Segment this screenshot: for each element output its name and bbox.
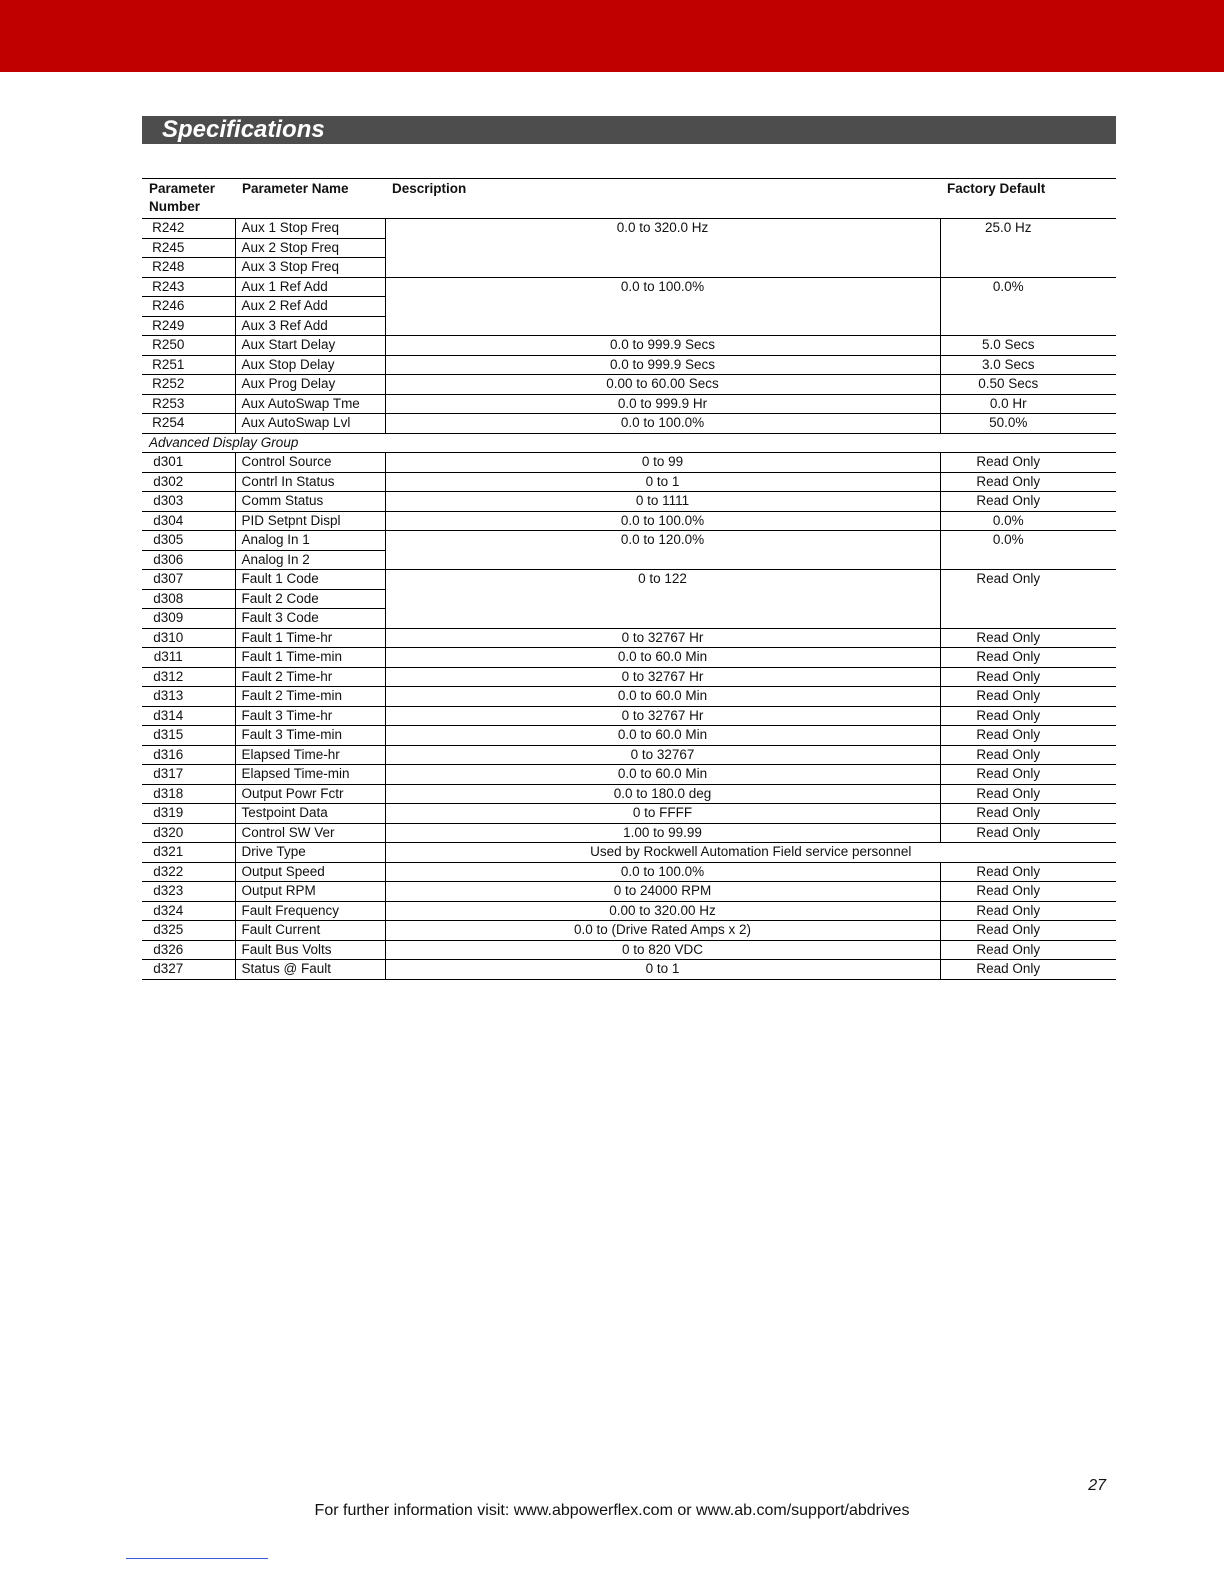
parameter-number: d304	[142, 511, 235, 531]
parameter-name: Aux 1 Ref Add	[235, 277, 385, 297]
table-row	[142, 804, 1116, 824]
parameter-number: R252	[142, 375, 235, 395]
parameter-name: Fault 2 Code	[235, 589, 385, 609]
parameter-name: Aux AutoSwap Lvl	[235, 414, 385, 434]
parameter-name: Fault 3 Code	[235, 609, 385, 629]
parameter-name: Testpoint Data	[235, 804, 385, 824]
factory-default-cell: 50.0%	[940, 414, 1116, 434]
parameter-number: d318	[142, 784, 235, 804]
description-cell: 0.0 to 60.0 Min	[385, 687, 940, 707]
description-cell: 0.00 to 320.00 Hz	[385, 901, 940, 921]
factory-default-cell: Read Only	[940, 960, 1116, 980]
parameter-number: d327	[142, 960, 235, 980]
description-cell: 0 to 1111	[385, 492, 940, 512]
parameter-number: d303	[142, 492, 235, 512]
factory-default-cell: 3.0 Secs	[940, 355, 1116, 375]
parameter-number: d313	[142, 687, 235, 707]
header-factory-default: Factory Default	[940, 179, 1116, 219]
parameter-number: R251	[142, 355, 235, 375]
description-cell: 0 to 24000 RPM	[385, 882, 940, 902]
parameter-number: R243	[142, 277, 235, 297]
description-cell: 0 to 32767 Hr	[385, 667, 940, 687]
table-row	[142, 706, 1116, 726]
description-cell: 0.0 to 320.0 Hz	[385, 219, 940, 278]
table-row	[142, 843, 1116, 863]
description-cell: 0 to 32767	[385, 745, 940, 765]
description-cell: 0.0 to 999.9 Secs	[385, 355, 940, 375]
parameter-name: Analog In 1	[235, 531, 385, 551]
table-row	[142, 375, 1116, 395]
parameter-number: R254	[142, 414, 235, 434]
description-cell: 0.0 to 100.0%	[385, 414, 940, 434]
factory-default-cell: Read Only	[940, 667, 1116, 687]
parameter-number: d309	[142, 609, 235, 629]
parameter-name: Drive Type	[235, 843, 385, 863]
parameter-name: Fault Current	[235, 921, 385, 941]
table-row	[142, 453, 1116, 473]
factory-default-cell: Read Only	[940, 804, 1116, 824]
table-row	[142, 394, 1116, 414]
factory-default-cell: 0.0 Hr	[940, 394, 1116, 414]
factory-default-cell: Read Only	[940, 706, 1116, 726]
parameter-number: d320	[142, 823, 235, 843]
description-cell: 0.0 to 100.0%	[385, 862, 940, 882]
factory-default-cell: Read Only	[940, 862, 1116, 882]
parameter-name: Comm Status	[235, 492, 385, 512]
parameter-name: Status @ Fault	[235, 960, 385, 980]
description-cell: 0.0 to 60.0 Min	[385, 648, 940, 668]
parameter-number: d312	[142, 667, 235, 687]
description-cell: 0 to 122	[385, 570, 940, 629]
table-row	[142, 531, 1116, 551]
table-row	[142, 511, 1116, 531]
table-row	[142, 648, 1116, 668]
parameter-number: d321	[142, 843, 235, 863]
description-cell: Used by Rockwell Automation Field service personnel	[385, 843, 1116, 863]
factory-default-cell: Read Only	[940, 784, 1116, 804]
description-cell: 1.00 to 99.99	[385, 823, 940, 843]
table-body	[142, 219, 1116, 980]
parameter-name: Fault 3 Time-hr	[235, 706, 385, 726]
factory-default-cell: 0.0%	[940, 531, 1116, 570]
parameter-name: Aux 3 Ref Add	[235, 316, 385, 336]
parameter-number: R250	[142, 336, 235, 356]
parameter-name: Aux 2 Stop Freq	[235, 238, 385, 258]
parameter-name: Elapsed Time-hr	[235, 745, 385, 765]
parameter-name: Output Speed	[235, 862, 385, 882]
table-row	[142, 628, 1116, 648]
description-cell: 0.0 to 999.9 Secs	[385, 336, 940, 356]
description-cell: 0 to 1	[385, 960, 940, 980]
table-row	[142, 940, 1116, 960]
parameter-number: d315	[142, 726, 235, 746]
parameter-name: Aux AutoSwap Tme	[235, 394, 385, 414]
parameter-number: R242	[142, 219, 235, 239]
parameter-name: Aux 1 Stop Freq	[235, 219, 385, 239]
description-cell: 0 to 820 VDC	[385, 940, 940, 960]
parameter-number: d308	[142, 589, 235, 609]
parameter-number: d316	[142, 745, 235, 765]
parameter-number: d302	[142, 472, 235, 492]
parameter-name: Contrl In Status	[235, 472, 385, 492]
header-parameter-name: Parameter Name	[235, 179, 385, 219]
table-row	[142, 921, 1116, 941]
group-label: Advanced Display Group	[142, 433, 1116, 453]
factory-default-cell: Read Only	[940, 921, 1116, 941]
description-cell: 0.0 to 60.0 Min	[385, 726, 940, 746]
factory-default-cell: Read Only	[940, 745, 1116, 765]
table-row	[142, 901, 1116, 921]
parameter-number: R253	[142, 394, 235, 414]
description-cell: 0.0 to 120.0%	[385, 531, 940, 570]
table-row	[142, 726, 1116, 746]
parameter-name: Fault Frequency	[235, 901, 385, 921]
header-parameter-number: Parameter Number	[142, 179, 235, 219]
description-cell: 0 to 1	[385, 472, 940, 492]
table-row	[142, 492, 1116, 512]
parameter-name: Aux Start Delay	[235, 336, 385, 356]
parameter-name: Fault Bus Volts	[235, 940, 385, 960]
parameter-number: d319	[142, 804, 235, 824]
description-cell: 0.0 to 999.9 Hr	[385, 394, 940, 414]
header-band	[0, 0, 1224, 72]
table-row	[142, 570, 1116, 590]
factory-default-cell: Read Only	[940, 726, 1116, 746]
header-description: Description	[385, 179, 940, 219]
parameter-name: Fault 2 Time-hr	[235, 667, 385, 687]
parameter-number: d326	[142, 940, 235, 960]
factory-default-cell: Read Only	[940, 628, 1116, 648]
factory-default-cell: 0.0%	[940, 277, 1116, 336]
description-cell: 0.0 to 60.0 Min	[385, 765, 940, 785]
description-cell: 0.0 to 100.0%	[385, 511, 940, 531]
parameter-name: Elapsed Time-min	[235, 765, 385, 785]
parameter-number: d301	[142, 453, 235, 473]
group-row	[142, 433, 1116, 453]
factory-default-cell: Read Only	[940, 648, 1116, 668]
parameter-name: Fault 1 Code	[235, 570, 385, 590]
factory-default-cell: Read Only	[940, 570, 1116, 629]
specifications-table	[142, 178, 1116, 980]
parameter-name: Aux 3 Stop Freq	[235, 258, 385, 278]
factory-default-cell: Read Only	[940, 765, 1116, 785]
table-row	[142, 960, 1116, 980]
description-cell: 0 to FFFF	[385, 804, 940, 824]
table-row	[142, 882, 1116, 902]
factory-default-cell: Read Only	[940, 453, 1116, 473]
parameter-name: Aux 2 Ref Add	[235, 297, 385, 317]
table-row	[142, 277, 1116, 297]
parameter-number: d325	[142, 921, 235, 941]
table-row	[142, 765, 1116, 785]
factory-default-cell: Read Only	[940, 882, 1116, 902]
description-cell: 0.0 to (Drive Rated Amps x 2)	[385, 921, 940, 941]
table-row	[142, 219, 1116, 239]
description-cell: 0.00 to 60.00 Secs	[385, 375, 940, 395]
factory-default-cell: Read Only	[940, 901, 1116, 921]
factory-default-cell: Read Only	[940, 472, 1116, 492]
parameter-name: Analog In 2	[235, 550, 385, 570]
parameter-number: d307	[142, 570, 235, 590]
factory-default-cell: Read Only	[940, 492, 1116, 512]
table-row	[142, 823, 1116, 843]
table-row	[142, 414, 1116, 434]
parameter-name: Aux Stop Delay	[235, 355, 385, 375]
parameter-number: R249	[142, 316, 235, 336]
page-number: 27	[1088, 1477, 1106, 1494]
description-cell: 0.0 to 100.0%	[385, 277, 940, 336]
parameter-name: Output Powr Fctr	[235, 784, 385, 804]
parameter-name: Control Source	[235, 453, 385, 473]
footer-text: For further information visit: www.abpowerflex.com or www.ab.com/support/abdrives	[314, 1502, 910, 1519]
parameter-name: Fault 1 Time-hr	[235, 628, 385, 648]
parameter-name: Aux Prog Delay	[235, 375, 385, 395]
parameter-number: d317	[142, 765, 235, 785]
factory-default-cell: Read Only	[940, 687, 1116, 707]
footer-rule	[126, 1558, 268, 1559]
description-cell: 0 to 32767 Hr	[385, 706, 940, 726]
factory-default-cell: 0.0%	[940, 511, 1116, 531]
factory-default-cell: Read Only	[940, 940, 1116, 960]
table-row	[142, 784, 1116, 804]
description-cell: 0 to 99	[385, 453, 940, 473]
table-row	[142, 472, 1116, 492]
factory-default-cell: 0.50 Secs	[940, 375, 1116, 395]
table-row	[142, 355, 1116, 375]
table-row	[142, 687, 1116, 707]
description-cell: 0 to 32767 Hr	[385, 628, 940, 648]
factory-default-cell: 25.0 Hz	[940, 219, 1116, 278]
table-header-row	[142, 179, 1116, 219]
parameter-name: PID Setpnt Displ	[235, 511, 385, 531]
table-row	[142, 745, 1116, 765]
parameter-name: Fault 3 Time-min	[235, 726, 385, 746]
factory-default-cell: 5.0 Secs	[940, 336, 1116, 356]
description-cell: 0.0 to 180.0 deg	[385, 784, 940, 804]
parameter-number: d311	[142, 648, 235, 668]
parameter-name: Output RPM	[235, 882, 385, 902]
factory-default-cell: Read Only	[940, 823, 1116, 843]
parameter-number: d306	[142, 550, 235, 570]
parameter-number: d323	[142, 882, 235, 902]
parameter-name: Control SW Ver	[235, 823, 385, 843]
parameter-name: Fault 2 Time-min	[235, 687, 385, 707]
section-title: Specifications	[142, 116, 1116, 144]
parameter-number: R246	[142, 297, 235, 317]
parameter-number: d324	[142, 901, 235, 921]
parameter-number: R245	[142, 238, 235, 258]
parameter-name: Fault 1 Time-min	[235, 648, 385, 668]
table-row	[142, 862, 1116, 882]
parameter-number: d305	[142, 531, 235, 551]
table-row	[142, 667, 1116, 687]
parameter-number: d314	[142, 706, 235, 726]
parameter-number: d310	[142, 628, 235, 648]
table-row	[142, 336, 1116, 356]
parameter-number: R248	[142, 258, 235, 278]
parameter-number: d322	[142, 862, 235, 882]
